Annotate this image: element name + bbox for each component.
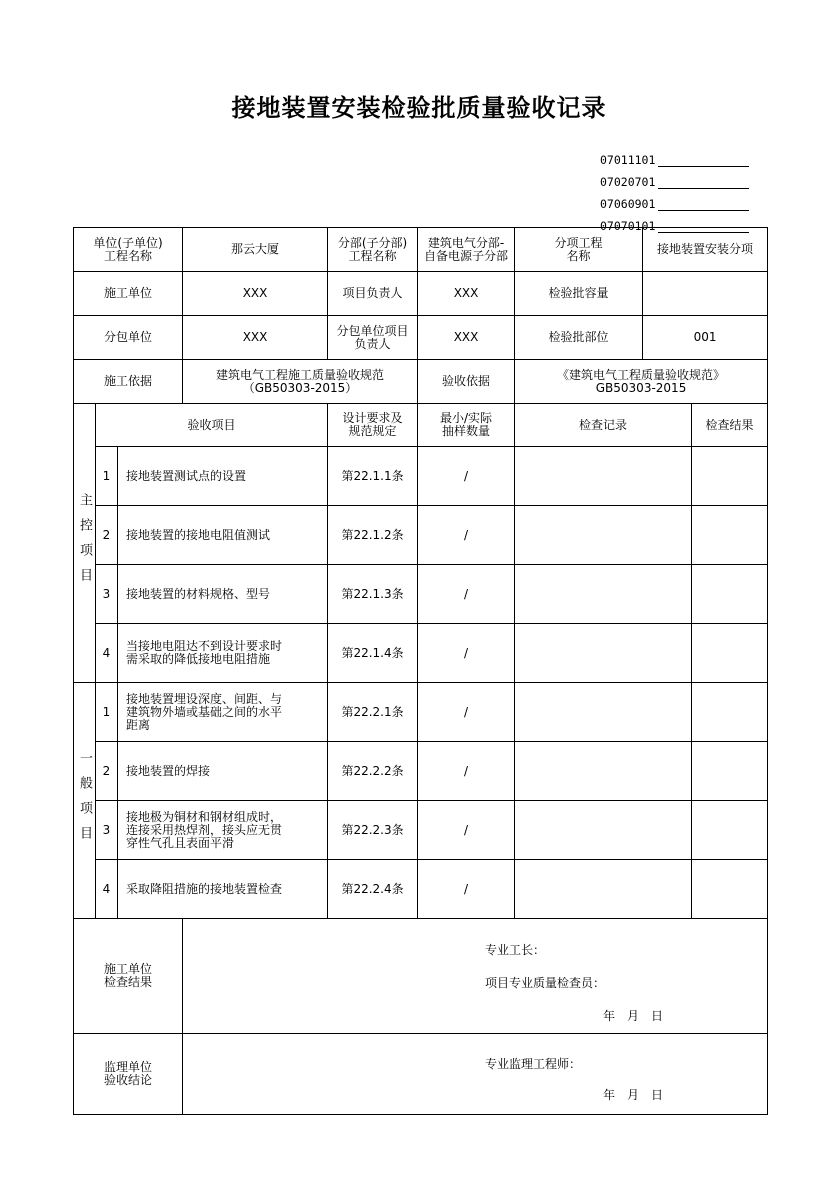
item-name	[118, 565, 328, 624]
page-title: 接地装置安装检验批质量验收记录	[231, 94, 607, 122]
construction-check-area[interactable]	[183, 919, 768, 1034]
item-sample[interactable]: /	[418, 860, 515, 919]
code-row	[600, 189, 749, 211]
table-row	[74, 565, 768, 624]
batch-location-label-text: 检验批部位	[548, 330, 609, 344]
item-spec: 第22.1.3条	[328, 565, 418, 624]
sub-pm-label	[328, 316, 418, 360]
item-name-text: 接地装置测试点的设置	[126, 468, 247, 483]
item-record[interactable]	[515, 624, 692, 683]
project-manager-value-text: XXX	[453, 286, 479, 300]
code-number: 07020701	[600, 175, 656, 189]
item-name-text: 接地极为铜材和钢材组成时， 连接采用热焊剂，接头应无贯 穿性气孔且表面平滑	[126, 809, 283, 850]
item-name-label-text: 分项工程 名称	[554, 235, 603, 263]
item-spec: 第22.2.4条	[328, 860, 418, 919]
construction-basis-value-text: 建筑电气工程施工质量验收规范 （GB50303-2015）	[216, 367, 385, 395]
item-number: 3	[96, 801, 118, 860]
col-spec-header-text: 设计要求及 规范规定	[342, 411, 403, 438]
col-item-header	[96, 404, 328, 447]
constructor-value-text: XXX	[242, 286, 268, 300]
item-sample[interactable]: /	[418, 801, 515, 860]
acceptance-basis-value[interactable]	[515, 360, 768, 404]
main-group-label	[74, 404, 96, 683]
col-item-header-text: 验收项目	[187, 417, 236, 432]
item-result[interactable]	[692, 506, 768, 565]
item-record[interactable]	[515, 742, 692, 801]
item-record[interactable]	[515, 683, 692, 742]
code-blank-line[interactable]	[658, 196, 749, 211]
item-name	[118, 860, 328, 919]
code-blank-line[interactable]	[658, 174, 749, 189]
project-manager-label-text: 项目负责人	[342, 286, 403, 300]
table-row	[74, 742, 768, 801]
supervision-area[interactable]	[183, 1034, 768, 1115]
item-spec: 第22.2.3条	[328, 801, 418, 860]
item-sample[interactable]: /	[418, 683, 515, 742]
item-result[interactable]	[692, 565, 768, 624]
item-result[interactable]	[692, 801, 768, 860]
item-name	[118, 506, 328, 565]
supervising-engineer-label: 专业监理工程师：	[485, 1057, 582, 1071]
supervision-label-text: 监理单位 验收结论	[104, 1060, 153, 1087]
subcontractor-value-text: XXX	[242, 330, 268, 344]
item-result[interactable]	[692, 742, 768, 801]
code-number: 07070101	[600, 219, 656, 233]
item-number: 1	[96, 447, 118, 506]
unit-name-label-text: 单位(子单位) 工程名称	[93, 235, 163, 263]
col-sample-header-text: 最小/实际 抽样数量	[440, 411, 493, 438]
construction-basis-label-text: 施工依据	[104, 374, 153, 388]
table-row	[74, 624, 768, 683]
acceptance-basis-label	[418, 360, 515, 404]
item-name-label	[515, 228, 643, 272]
col-result-header	[692, 404, 768, 447]
supervision-date-label: 年 月 日	[603, 1088, 664, 1102]
item-result[interactable]	[692, 683, 768, 742]
subcontractor-label	[74, 316, 183, 360]
col-result-header-text: 检查结果	[705, 417, 754, 432]
item-name-text: 当接地电阻达不到设计要求时 需采取的降低接地电阻措施	[126, 639, 283, 666]
sub-project-label-text: 分部(子分部) 工程名称	[337, 235, 408, 263]
batch-location-value-text: 001	[693, 330, 717, 344]
sub-pm-label-text: 分包单位项目 负责人	[336, 323, 409, 351]
item-sample[interactable]: /	[418, 447, 515, 506]
construction-check-label	[74, 919, 183, 1034]
header-row	[74, 228, 768, 272]
unit-name-value[interactable]	[183, 228, 328, 272]
col-spec-header	[328, 404, 418, 447]
item-name	[118, 742, 328, 801]
foreman-label: 专业工长：	[485, 943, 546, 957]
acceptance-basis-label-text: 验收依据	[442, 374, 491, 388]
item-number: 3	[96, 565, 118, 624]
project-manager-value[interactable]	[418, 272, 515, 316]
item-spec: 第22.1.1条	[328, 447, 418, 506]
subcontractor-label-text: 分包单位	[104, 330, 153, 344]
col-sample-header	[418, 404, 515, 447]
unit-name-value-text: 那云大厦	[231, 242, 280, 256]
item-name-text: 接地装置的焊接	[126, 763, 211, 778]
table-row	[74, 447, 768, 506]
item-spec: 第22.1.2条	[328, 506, 418, 565]
item-name-text: 接地装置的接地电阻值测试	[126, 527, 271, 542]
item-result[interactable]	[692, 447, 768, 506]
item-name-text: 接地装置的材料规格、型号	[126, 586, 271, 601]
table-row	[74, 683, 768, 742]
column-header-row	[74, 404, 768, 447]
item-name	[118, 683, 328, 742]
construction-date-label: 年 月 日	[603, 1009, 664, 1023]
code-number: 07060901	[600, 197, 656, 211]
table-row	[74, 801, 768, 860]
item-number: 1	[96, 683, 118, 742]
quality-inspector-label: 项目专业质量检查员：	[485, 976, 606, 990]
table-row	[74, 860, 768, 919]
item-number: 4	[96, 624, 118, 683]
item-record[interactable]	[515, 801, 692, 860]
sub-project-value-text: 建筑电气分部- 自备电源子分部	[424, 235, 509, 263]
table-row	[74, 506, 768, 565]
item-name-text: 接地装置埋设深度、间距、与 建筑物外墙或基础之间的水平 距离	[126, 691, 283, 732]
batch-capacity-label-text: 检验批容量	[548, 286, 609, 300]
construction-check-label-text: 施工单位 检查结果	[104, 962, 153, 989]
inspection-table	[73, 227, 768, 1115]
item-sample[interactable]: /	[418, 742, 515, 801]
construction-check-row	[74, 919, 768, 1034]
header-row	[74, 272, 768, 316]
item-record[interactable]	[515, 447, 692, 506]
general-group-label	[74, 683, 96, 919]
item-record[interactable]	[515, 506, 692, 565]
item-record[interactable]	[515, 860, 692, 919]
code-row	[600, 145, 749, 167]
item-spec: 第22.2.2条	[328, 742, 418, 801]
item-name	[118, 801, 328, 860]
unit-name-label	[74, 228, 183, 272]
constructor-value[interactable]	[183, 272, 328, 316]
constructor-label	[74, 272, 183, 316]
constructor-label-text: 施工单位	[104, 286, 153, 300]
code-row	[600, 167, 749, 189]
item-name-text: 采取降阻措施的接地装置检查	[126, 881, 283, 896]
item-name-value[interactable]	[643, 228, 768, 272]
item-result[interactable]	[692, 860, 768, 919]
item-sample[interactable]: /	[418, 624, 515, 683]
construction-basis-label	[74, 360, 183, 404]
item-number: 2	[96, 506, 118, 565]
code-number: 07011101	[600, 153, 656, 167]
sub-pm-value-text: XXX	[453, 330, 479, 344]
item-name	[118, 624, 328, 683]
supervision-label	[74, 1034, 183, 1115]
supervision-row	[74, 1034, 768, 1115]
batch-capacity-label	[515, 272, 643, 316]
item-sample[interactable]: /	[418, 506, 515, 565]
batch-location-label	[515, 316, 643, 360]
col-record-header	[515, 404, 692, 447]
sub-project-value[interactable]	[418, 228, 515, 272]
general-group-text: 一般项目	[77, 750, 92, 851]
header-row	[74, 360, 768, 404]
item-result[interactable]	[692, 624, 768, 683]
batch-capacity-value[interactable]	[643, 272, 768, 316]
main-group-text: 主控项目	[77, 493, 92, 593]
batch-location-value[interactable]	[643, 316, 768, 360]
item-name-value-text: 接地装置安装分项	[657, 242, 754, 256]
header-row	[74, 316, 768, 360]
item-name	[118, 447, 328, 506]
form-codes	[600, 145, 749, 233]
col-record-header-text: 检查记录	[579, 417, 628, 432]
item-number: 2	[96, 742, 118, 801]
construction-basis-value[interactable]	[183, 360, 418, 404]
item-spec: 第22.2.1条	[328, 683, 418, 742]
sub-pm-value[interactable]	[418, 316, 515, 360]
code-blank-line[interactable]	[658, 152, 749, 167]
subcontractor-value[interactable]	[183, 316, 328, 360]
project-manager-label	[328, 272, 418, 316]
item-record[interactable]	[515, 565, 692, 624]
sub-project-label	[328, 228, 418, 272]
item-sample[interactable]: /	[418, 565, 515, 624]
item-number: 4	[96, 860, 118, 919]
item-spec: 第22.1.4条	[328, 624, 418, 683]
acceptance-basis-value-text: 《建筑电气工程质量验收规范》 GB50303-2015	[557, 367, 726, 395]
